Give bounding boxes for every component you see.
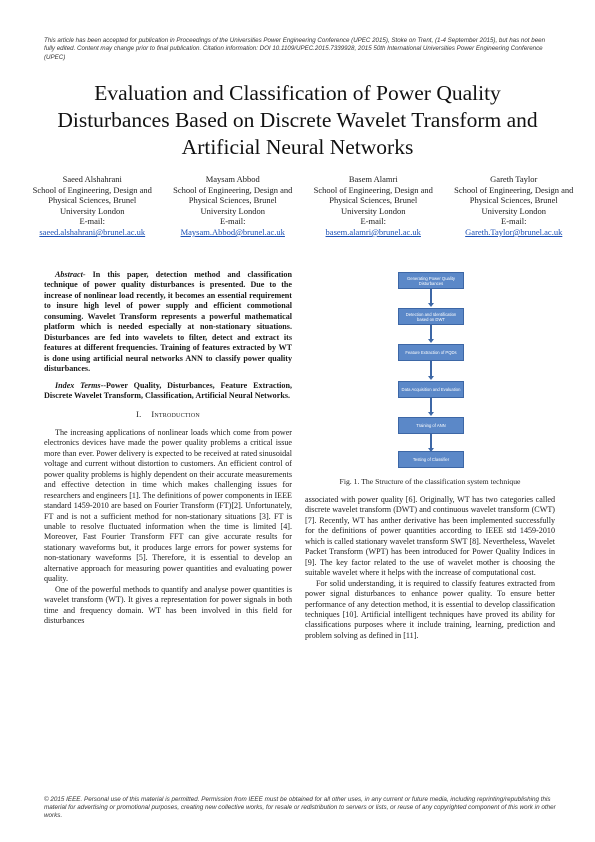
author-block [163, 174, 304, 238]
section-heading [44, 410, 292, 420]
figure-caption: Fig. 1. The Structure of the classification system technique [339, 477, 521, 486]
publication-notice: This article has been accepted for publication in Proceedings of the Universities Power Engineering Conference (UPEC 2015), Stoke on Trent, (1-4 September 2015), but has not been fully edited. Content may change prior to final publication. Citation information: DOI 10.1109/UPEC.2015.7339928, 2015 50th International Universities Power Engineering Conference (UPEC) [44, 37, 546, 61]
abstract-text: In this paper, detection method and classification technique of power quality disturbances is presented. Due to the increase of nonlinear load recently, it becomes an essential requirement to insure high level of power supply and efficient commotional consuming. Wavelet Transform represents a powerful mathematical platform which is needed especially at non-stationary situations. Disturbances are fed into wavelets to filter, detect and extract its features at different frequencies. Training of features extracted by WT is done using artificial neural networks ANN to classify power quality disturbances. [44, 270, 292, 374]
flow-step-detection: Detection and Identification based on DWT [398, 308, 464, 325]
author-affiliation: School of Engineering, Design and [454, 184, 574, 195]
flow-arrow [430, 434, 432, 449]
flow-step-testing-classifier: Testing of Classifier [398, 451, 464, 468]
author-affiliation: University London [200, 205, 265, 216]
abstract-label: Abstract- [55, 270, 86, 279]
flow-step-training-ann: Training of ANN [398, 417, 464, 434]
abstract [44, 270, 292, 375]
body-paragraph: For solid understanding, it is required to classify features extracted from power signal disturbances to enhance power quality. To ensure better performance of any detection method, it is essential to develop classification techniques [10]. Artificial intelligent techniques have proved its ability for classifications purposes where it include training, learning, prediction and problem solving as defined in [11]. [305, 578, 555, 640]
email-label: E-mail: [220, 216, 246, 227]
author-affiliation: Physical Sciences, Brunel [48, 195, 137, 206]
author-affiliation: Physical Sciences, Brunel [188, 195, 277, 206]
author-email-link[interactable]: Maysam.Abbod@brunel.ac.uk [180, 226, 285, 237]
email-label: E-mail: [79, 216, 105, 227]
body-paragraph: The increasing applications of nonlinear loads which come from power electronics devices have made the power quality problems a critical issue more than ever. Power delivery is expected to be received at rated sinusoidal voltage and current without distortion to customers. An efficient control of power quality problems is highly dependent on their accurate measurements and effective detection in time which makes challenging issues for researchers and engineers [1]. The definitions of power components in IEEE standard 1459-2010 are based on Fourier Transform (FT)[2]. Unfortunately, FT and is not a sufficient method for non-stationary situations [3]. FT is unable to resolve fluctuated information when the time is limited [4]. Moreover, Fast Fourier Transform FFT can give accurate results for stationary waveforms but, it produces large errors for power systems for non-stationary waveforms [5]. Therefore, it is essential to develop an alternative approach for measuring power quantities and evaluating power quality. [44, 427, 292, 584]
flow-arrow [430, 398, 432, 413]
author-affiliation: School of Engineering, Design and [32, 184, 152, 195]
right-column [305, 495, 555, 641]
author-name: Maysam Abbod [205, 174, 260, 184]
author-name: Gareth Taylor [490, 174, 538, 184]
author-affiliation: University London [341, 205, 406, 216]
section-title: Introduction [151, 410, 200, 420]
body-paragraph: One of the powerful methods to quantify and analyse power quantities is wavelet transform (WT). It gives a representation for power signals in both time and frequency domain. WT has been involved in this field for disturbances [44, 584, 292, 626]
author-name: Basem Alamri [348, 174, 398, 184]
flowchart-figure [398, 272, 464, 468]
author-name: Saeed Alshahrani [62, 174, 122, 184]
email-label: E-mail: [501, 216, 527, 227]
index-terms-text: --Power Quality, Disturbances, Feature Extraction, Discrete Wavelet Transform, Classification, Artificial Neural Networks. [44, 380, 293, 400]
flow-arrow [430, 289, 432, 304]
index-terms-label: Index Terms [55, 380, 101, 390]
author-affiliation: University London [481, 205, 546, 216]
email-label: E-mail: [360, 216, 386, 227]
index-terms [44, 381, 292, 402]
author-email-link[interactable]: Gareth.Taylor@brunel.ac.uk [465, 226, 563, 237]
left-column [44, 270, 292, 627]
author-block [22, 174, 163, 238]
author-affiliation: Physical Sciences, Brunel [329, 195, 418, 206]
flow-arrow [430, 361, 432, 377]
copyright-footer: © 2015 IEEE. Personal use of this material is permitted. Permission from IEEE must be obtained for all other uses, in any current or future media, including reprinting/republishing this material for advertising or promotional purposes, creating new collective works, for resale or redistribution to servers or lists, or reuse of any copyrighted component of this work in other works. [44, 796, 556, 820]
author-email-link[interactable]: basem.alamri@brunel.ac.uk [325, 226, 421, 237]
author-affiliation: School of Engineering, Design and [313, 184, 433, 195]
author-affiliation: Physical Sciences, Brunel [469, 195, 558, 206]
flow-step-feature-extraction: Feature Extraction of PQDs [398, 344, 464, 361]
flow-step-generate: Generating Power Quality Disturbances [398, 272, 464, 289]
author-affiliation: University London [60, 205, 125, 216]
author-email-link[interactable]: saeed.alshahrani@brunel.ac.uk [39, 226, 146, 237]
flow-arrow [430, 325, 432, 340]
author-block [303, 174, 444, 238]
flow-step-data-acquisition: Data Acquisition and Evaluation [398, 381, 464, 398]
author-block [444, 174, 585, 238]
paper-title: Evaluation and Classification of Power Quality Disturbances Based on Discrete Wavelet Transform and Artificial Neural Networks [57, 81, 538, 159]
section-number: I. [136, 410, 142, 420]
author-affiliation: School of Engineering, Design and [173, 184, 293, 195]
body-paragraph: associated with power quality [6]. Originally, WT has two categories called discrete wavelet transform (DWT) and continuous wavelet transform (CWT) [7]. Recently, WT has anther derivative has been implemented successfully for the definitions of power quantities according to IEEE std 1459-2010 which is called stationary wavelet transform SWT [8]. Nevertheless, Wavelet Packet Transform (WPT) has been introduced for Power Quality Indices in [9]. The key factor related to the use of wavelet mother is choosing the suitable wavelet where it helps with the increase of computational cost. [305, 495, 555, 578]
author-list [22, 174, 584, 238]
